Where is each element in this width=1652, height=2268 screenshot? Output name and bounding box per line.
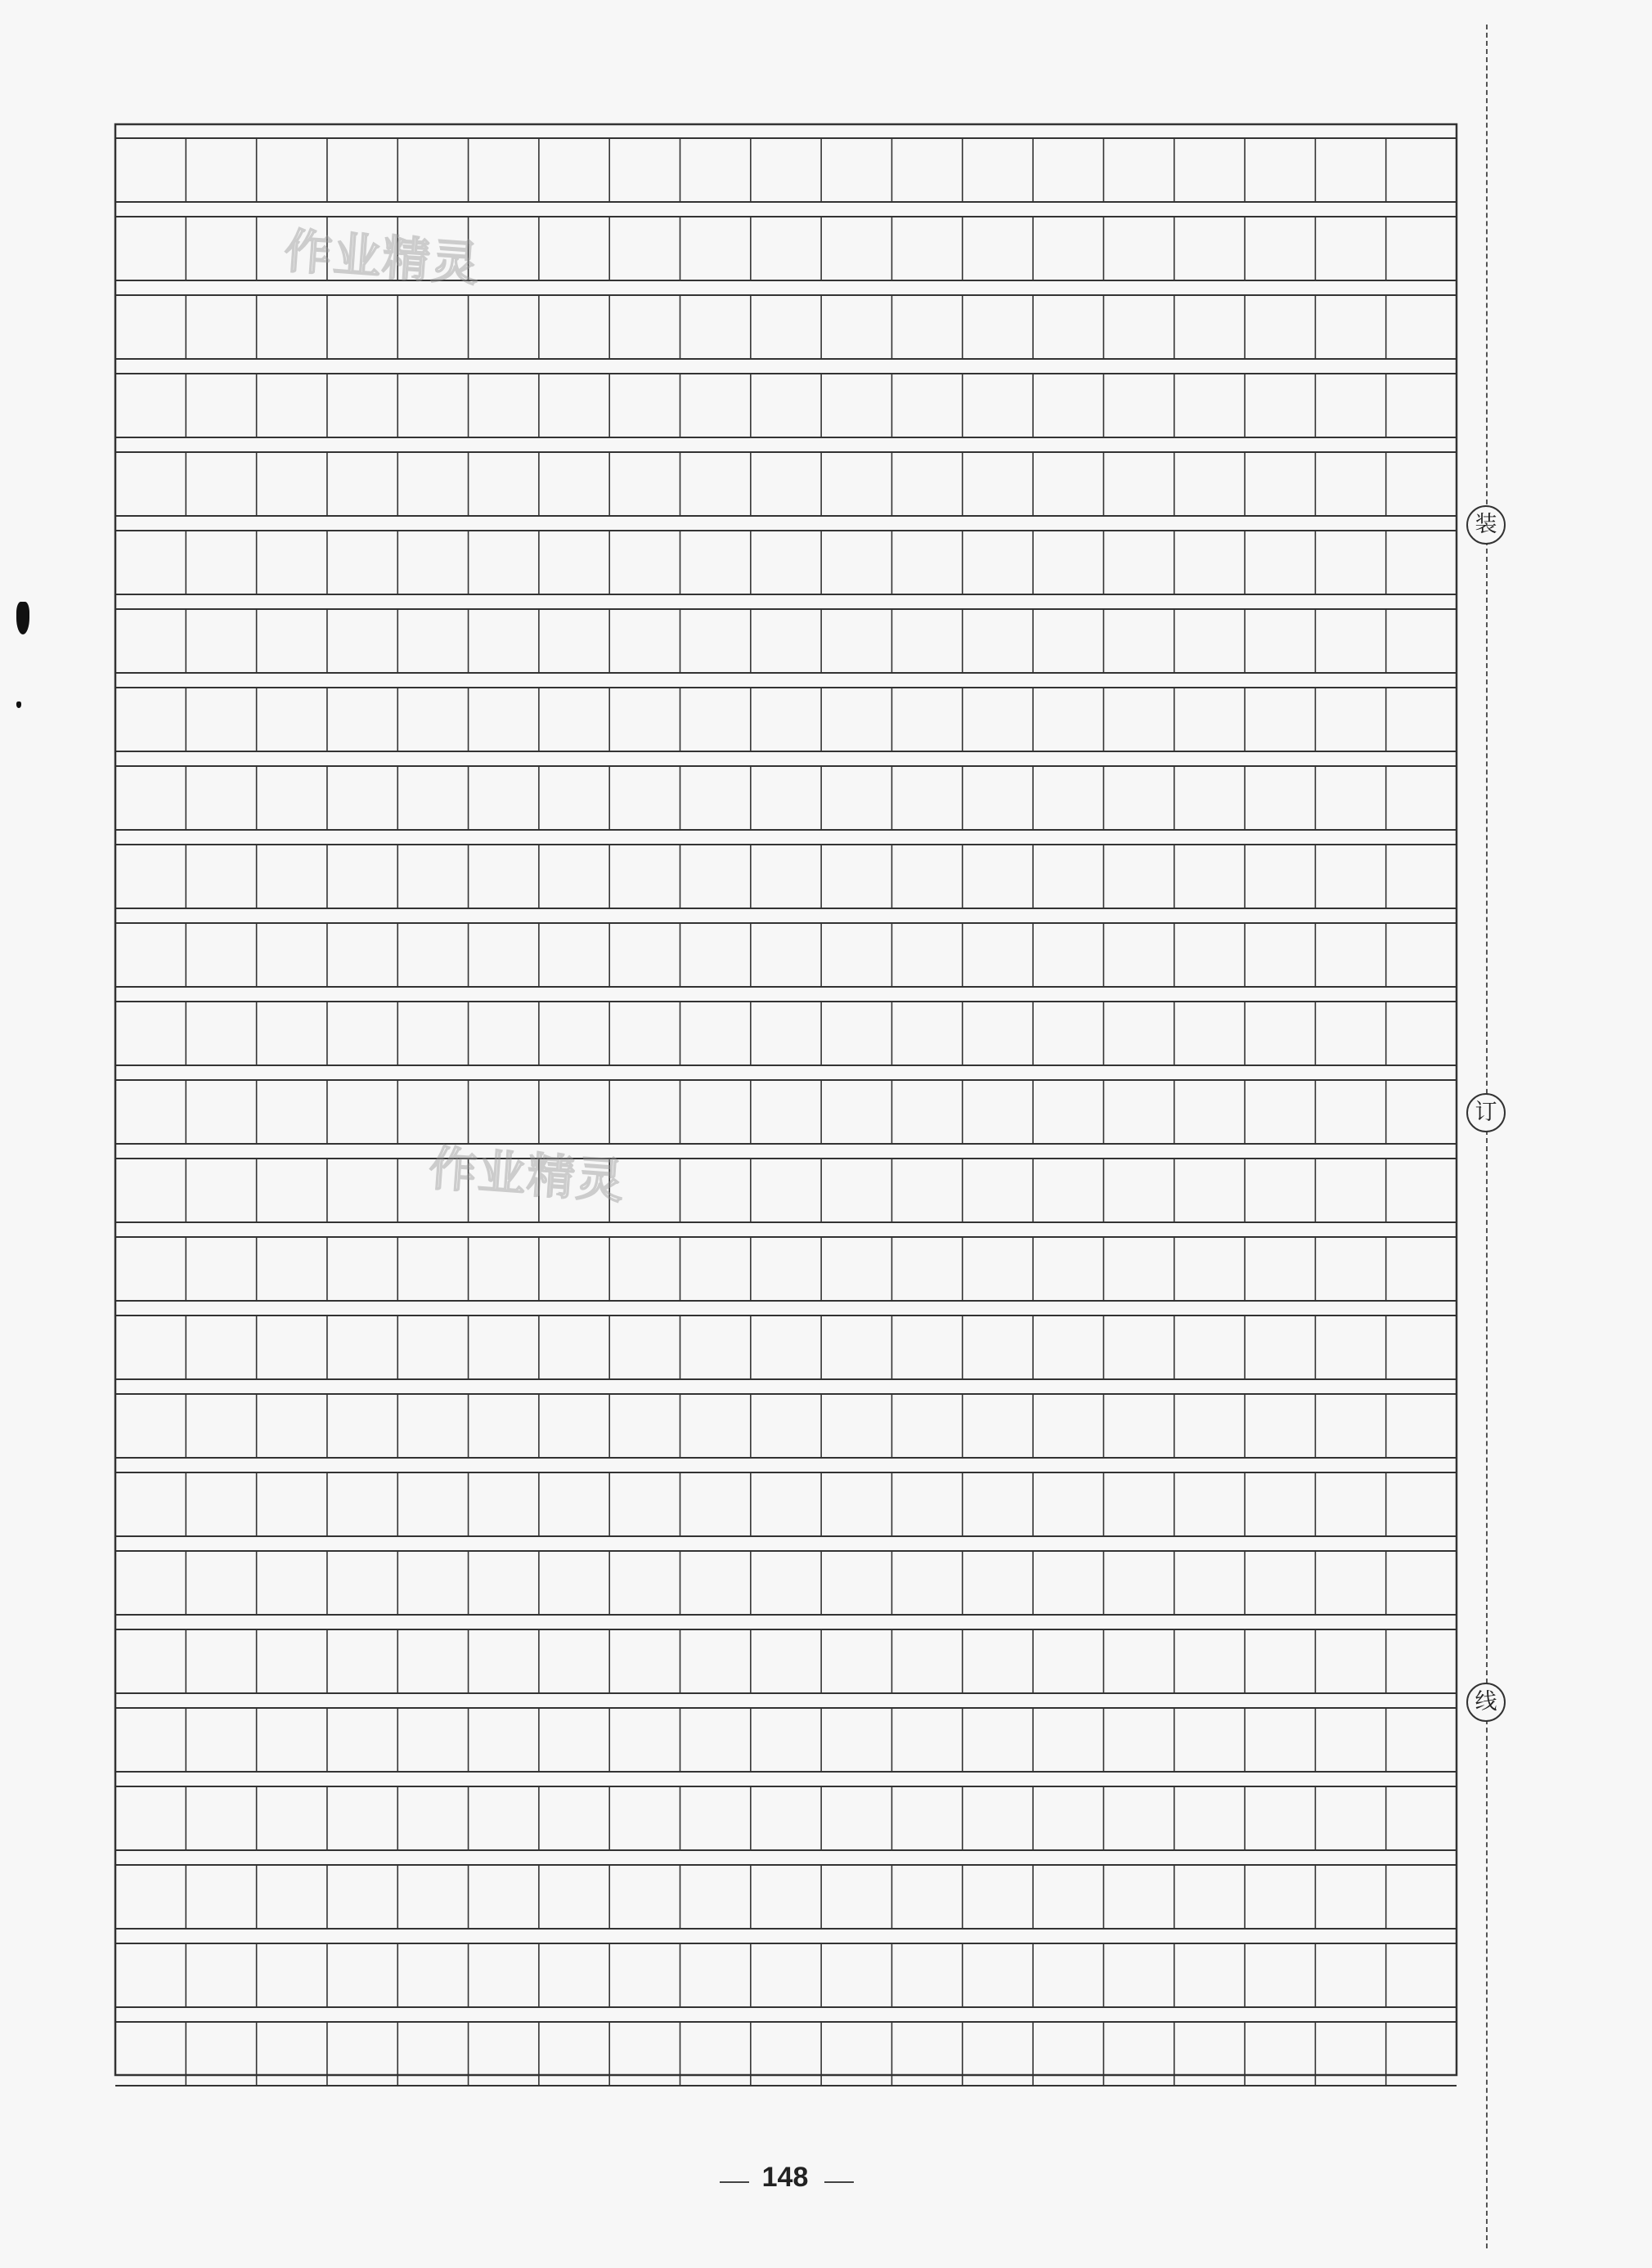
scan-artifact-dot — [16, 701, 21, 708]
grid-outer-border — [115, 124, 1457, 2075]
scan-artifact-mark — [16, 602, 29, 634]
watermark-top: 作业精灵 — [282, 222, 483, 293]
binding-dashed-line — [1486, 25, 1488, 2248]
page-number-dash-right — [824, 2181, 854, 2183]
binding-mark-xian: 线 — [1466, 1683, 1506, 1722]
binding-mark-zhuang: 装 — [1466, 505, 1506, 545]
page-number: 148 — [761, 2162, 809, 2193]
watermark-middle: 作业精灵 — [427, 1140, 627, 1210]
binding-mark-ding: 订 — [1466, 1093, 1506, 1132]
